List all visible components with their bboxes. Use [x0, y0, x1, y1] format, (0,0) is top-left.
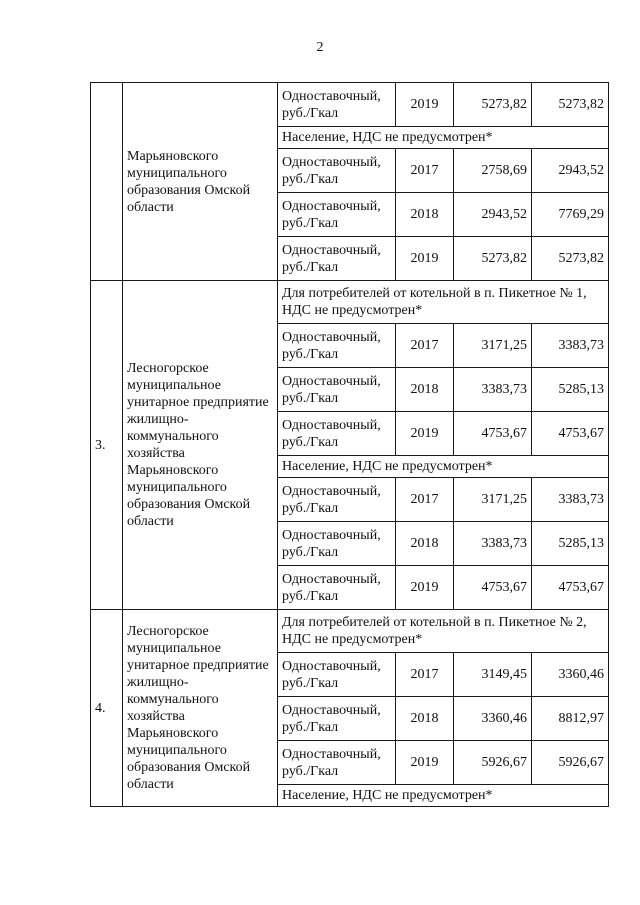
year-cell: 2018	[396, 522, 454, 566]
tariff-value-second-half-cell: 5285,13	[532, 522, 609, 566]
tariff-type-cell: Одноставочный, руб./Гкал	[278, 193, 396, 237]
tariff-value-first-half-cell: 4753,67	[454, 566, 532, 610]
tariff-value-first-half-cell: 5926,67	[454, 741, 532, 785]
row-number-cell	[91, 83, 123, 281]
year-cell: 2019	[396, 237, 454, 281]
tariff-type-cell: Одноставочный, руб./Гкал	[278, 83, 396, 127]
tariff-type-cell: Одноставочный, руб./Гкал	[278, 522, 396, 566]
tariff-value-second-half-cell: 7769,29	[532, 193, 609, 237]
tariff-value-second-half-cell: 2943,52	[532, 149, 609, 193]
tariff-value-second-half-cell: 8812,97	[532, 697, 609, 741]
tariff-value-second-half-cell: 5285,13	[532, 368, 609, 412]
organization-cell: Лесногорское муниципальное унитарное предприятие жилищно-коммунального хозяйства Марьяновского муниципального образования Омской области	[123, 281, 278, 610]
tariff-value-second-half-cell: 4753,67	[532, 566, 609, 610]
tariff-value-first-half-cell: 3360,46	[454, 697, 532, 741]
tariff-type-cell: Одноставочный, руб./Гкал	[278, 653, 396, 697]
consumer-group-cell: Население, НДС не предусмотрен*	[278, 785, 609, 807]
tariff-value-first-half-cell: 3171,25	[454, 324, 532, 368]
year-cell: 2018	[396, 193, 454, 237]
consumer-group-cell: Население, НДС не предусмотрен*	[278, 127, 609, 149]
organization-cell: Лесногорское муниципальное унитарное предприятие жилищно-коммунального хозяйства Марьяновского муниципального образования Омской области	[123, 610, 278, 807]
consumer-group-row	[91, 610, 609, 653]
tariff-value-second-half-cell: 4753,67	[532, 412, 609, 456]
tariff-type-cell: Одноставочный, руб./Гкал	[278, 149, 396, 193]
tariff-value-first-half-cell: 5273,82	[454, 83, 532, 127]
tariff-value-second-half-cell: 3383,73	[532, 324, 609, 368]
tariff-type-cell: Одноставочный, руб./Гкал	[278, 324, 396, 368]
tariff-value-second-half-cell: 5926,67	[532, 741, 609, 785]
year-cell: 2019	[396, 741, 454, 785]
tariff-value-first-half-cell: 3149,45	[454, 653, 532, 697]
page-number: 2	[316, 40, 324, 55]
year-cell: 2017	[396, 653, 454, 697]
tariff-value-first-half-cell: 3171,25	[454, 478, 532, 522]
tariff-value-first-half-cell: 4753,67	[454, 412, 532, 456]
tariff-type-cell: Одноставочный, руб./Гкал	[278, 237, 396, 281]
tariff-value-first-half-cell: 2943,52	[454, 193, 532, 237]
year-cell: 2018	[396, 368, 454, 412]
tariff-type-cell: Одноставочный, руб./Гкал	[278, 368, 396, 412]
tariff-row	[91, 83, 609, 127]
tariff-value-first-half-cell: 3383,73	[454, 522, 532, 566]
tariff-type-cell: Одноставочный, руб./Гкал	[278, 741, 396, 785]
tariff-value-second-half-cell: 3383,73	[532, 478, 609, 522]
tariff-type-cell: Одноставочный, руб./Гкал	[278, 566, 396, 610]
consumer-group-cell: Для потребителей от котельной в п. Пикетное № 1, НДС не предусмотрен*	[278, 281, 609, 324]
year-cell: 2019	[396, 566, 454, 610]
tariff-value-first-half-cell: 2758,69	[454, 149, 532, 193]
tariff-type-cell: Одноставочный, руб./Гкал	[278, 478, 396, 522]
tariff-value-second-half-cell: 5273,82	[532, 83, 609, 127]
year-cell: 2017	[396, 324, 454, 368]
row-number-cell: 3.	[91, 281, 123, 610]
tariff-value-second-half-cell: 3360,46	[532, 653, 609, 697]
consumer-group-row	[91, 281, 609, 324]
tariff-value-second-half-cell: 5273,82	[532, 237, 609, 281]
consumer-group-cell: Население, НДС не предусмотрен*	[278, 456, 609, 478]
year-cell: 2019	[396, 83, 454, 127]
row-number-cell: 4.	[91, 610, 123, 807]
organization-cell: Марьяновского муниципального образования Омской области	[123, 83, 278, 281]
consumer-group-cell: Для потребителей от котельной в п. Пикетное № 2, НДС не предусмотрен*	[278, 610, 609, 653]
tariff-table	[90, 82, 609, 807]
tariff-table-body	[91, 83, 609, 807]
year-cell: 2019	[396, 412, 454, 456]
year-cell: 2017	[396, 478, 454, 522]
tariff-type-cell: Одноставочный, руб./Гкал	[278, 697, 396, 741]
tariff-value-first-half-cell: 5273,82	[454, 237, 532, 281]
year-cell: 2017	[396, 149, 454, 193]
tariff-type-cell: Одноставочный, руб./Гкал	[278, 412, 396, 456]
tariff-value-first-half-cell: 3383,73	[454, 368, 532, 412]
year-cell: 2018	[396, 697, 454, 741]
